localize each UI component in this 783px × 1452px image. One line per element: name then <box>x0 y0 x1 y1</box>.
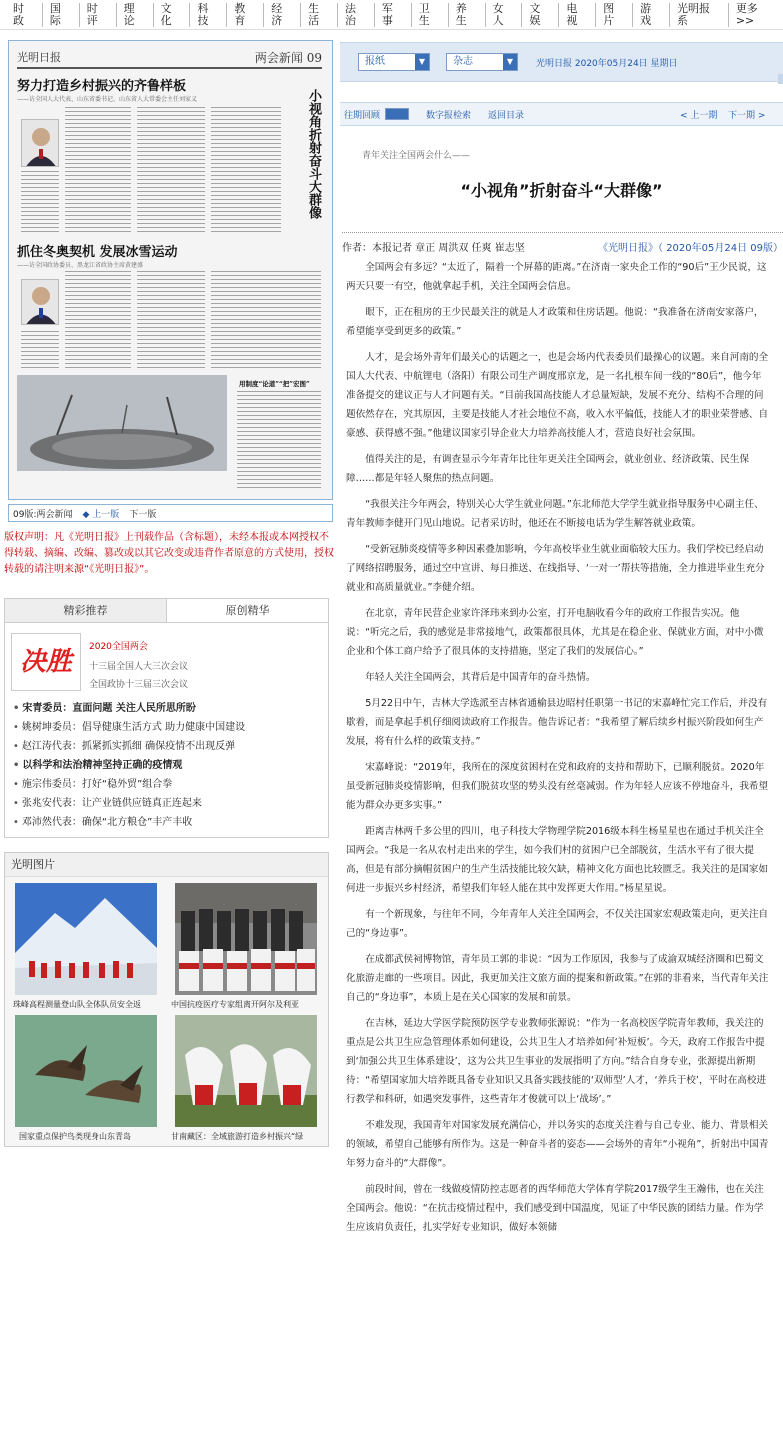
diamond-icon: ◆ <box>82 509 93 520</box>
prev-page-link[interactable]: ◆ 上一版 <box>82 509 120 520</box>
recommend-item[interactable] <box>13 699 325 718</box>
recommend-item-text: 邓沛然代表：确保“北方粮仓”丰产丰收 <box>21 817 193 828</box>
nav-item[interactable]: 经济 <box>264 3 301 27</box>
article-byline <box>342 232 783 254</box>
nav-item[interactable]: 教育 <box>227 3 264 27</box>
page-nav-bar <box>8 504 333 522</box>
copyright-notice: 版权声明：凡《光明日报》上刊载作品（含标题），未经本报或本网授权不得转载、摘编、改编、篡改或以其它改变或违背作者原意的方式使用，授权转载的请注明来源“《光明日报》”。 <box>4 532 334 575</box>
nav-item[interactable]: 理论 <box>117 3 154 27</box>
bullet-icon: • <box>13 760 20 771</box>
recommend-item[interactable] <box>13 737 325 756</box>
article-paragraph: 眼下，正在租房的王少民最关注的就是人才政策和住房话题。他说：“我准备在济南安家落户，希望能享受到更多的政策。” <box>346 307 764 337</box>
selector-bar <box>340 42 783 82</box>
recommend-panel <box>4 598 329 838</box>
recommend-list <box>13 699 325 832</box>
tab-featured[interactable]: 精彩推荐 <box>5 599 167 622</box>
photo-caption[interactable]: 珠峰高程测量登山队全体队员安全返 <box>13 1000 141 1009</box>
nav-item[interactable]: 卫生 <box>412 3 449 27</box>
paper-select[interactable]: 报纸 ▼ <box>358 53 430 71</box>
bullet-icon: • <box>13 703 20 714</box>
chevron-down-icon: ▼ <box>503 54 517 70</box>
article-source[interactable]: 《光明日报》（ 2020年05月24日 09版） <box>598 243 783 254</box>
two-sessions-banner[interactable]: 决胜 <box>11 633 81 691</box>
paper-headline-2[interactable]: 抓住冬奥契机 发展冰雪运动 <box>17 245 178 260</box>
recommend-item-text: 赵江涛代表：抓紧抓实抓细 确保疫情不出现反弹 <box>21 741 236 752</box>
paper-text-block <box>65 107 131 235</box>
photo-everest[interactable] <box>15 883 157 995</box>
paper-headline-3[interactable]: 用制度“论道”“把”宏图” <box>239 380 310 388</box>
article-title: “小视角”折射奋斗“大群像” <box>460 181 663 200</box>
article-paragraph: 值得关注的是，有调查显示今年青年比往年更关注全国两会，就业创业、经济政策、民生保障……都是年轻人聚焦的热点问题。 <box>346 454 749 484</box>
recommend-item[interactable] <box>13 813 325 832</box>
paper-text-block <box>21 331 59 369</box>
nav-item[interactable]: 生活 <box>301 3 338 27</box>
recommend-item-text: 施宗伟委员：打好“稳外贸”组合拳 <box>21 779 173 790</box>
recommend-item[interactable] <box>13 756 325 775</box>
magazine-select[interactable]: 杂志 ▼ <box>446 53 518 71</box>
stadium-photo <box>17 375 227 471</box>
nav-item[interactable]: 图片 <box>596 3 633 27</box>
paper-subhead-2: ——访全国政协委员、黑龙江省政协主席黄建盛 <box>17 262 144 269</box>
article-paragraph: 宋嘉峰说：“2019年，我所在的深度贫困村在党和政府的支持和帮助下，已顺利脱贫。2020年虽受新冠肺炎疫情影响，但我们脱贫攻坚的势头没有丝毫减弱。作为年轻人应该不停地奋斗，我希望能为群众办更多实事。” <box>346 762 769 811</box>
banner-title[interactable]: 2020全国两会 <box>89 642 148 652</box>
nav-item[interactable]: 女人 <box>486 3 523 27</box>
article-kicker: 青年关注全国两会什么—— <box>362 151 471 161</box>
recommend-item-text: 以科学和法治精神坚持正确的疫情观 <box>22 760 183 771</box>
scroll-edge <box>778 74 783 84</box>
nav-item[interactable]: 军事 <box>375 3 412 27</box>
article-paragraph: 不难发现，我国青年对国家发展充满信心，并以务实的态度关注着与自己专业、能力、背景相关的领域，希望自己能够有所作为。这是一种奋斗者的姿态——会场外的青年“小视角”，折射出中国青年努力奋斗的“大群像”。 <box>346 1120 769 1169</box>
chevron-down-icon: ▼ <box>415 54 429 70</box>
bullet-icon: • <box>13 798 19 809</box>
article-paragraph: 有一个新现象，与往年不同，今年青年人关注全国两会，不仅关注国家宏观政策走向，更关注自己的“身边事”。 <box>346 909 769 939</box>
article-paragraph: 距离吉林两千多公里的四川，电子科技大学物理学院2016级本科生杨星星也在通过手机关注全国两会。“我是一名从农村走出来的学生，如今我们村的贫困户已全部脱贫，生活水平有了很大提高，但是有部分摘帽贫困户的生产生活技能比较欠缺，精神文化方面也比较匮乏。我关注的是国家如何进一步振兴乡村经济，希望我们年轻人能在其中发挥更大作用。”杨星星说。 <box>346 826 769 894</box>
photo-panel-header: 光明图片 <box>5 853 328 877</box>
banner-subtitle: 全国政协十三届三次会议 <box>89 680 189 690</box>
photo-caption[interactable]: 甘南藏区：全域旅游打造乡村振兴“绿 <box>171 1132 304 1141</box>
nav-item[interactable]: 文化 <box>154 3 191 27</box>
bullet-icon: • <box>13 779 19 790</box>
photo-caption[interactable]: 国家重点保护鸟类现身山东青岛 <box>19 1132 131 1141</box>
paper-vertical-title[interactable]: 小视角折射奋斗大群像 <box>306 89 321 219</box>
paper-subhead-1: ——访全国人大代表、山东省委书记、山东省人大常委会主任刘家义 <box>17 96 198 103</box>
newspaper-page-preview[interactable] <box>8 40 333 500</box>
photo-panel <box>4 852 329 1147</box>
paper-logo: 光明日报 <box>17 51 61 64</box>
top-navigation <box>0 0 783 30</box>
digital-search-link[interactable]: 数字报检索 <box>426 111 472 121</box>
article-body <box>346 258 770 1244</box>
paper-text-block <box>211 271 321 369</box>
issue-toolbar <box>340 102 783 126</box>
article-paragraph: 人才，是会场外青年们最关心的话题之一，也是会场内代表委员们最操心的议题。来自河南的全国人大代表、中航锂电（洛阳）有限公司生产调度邢京龙，是一名扎根车间一线的“80后”，他今年准备提交的建议正与人才问题有关。“目前我国高技能人才总量短缺，发展不充分、结构不合理的问题依然存在，究其原因，主要是技能人才社会地位不高，收入水平偏低，技能人才的职业荣誉感、自豪感、获得感不强。”他建议国家引导企业大力培养高技能人才，营造良好社会氛围。 <box>346 352 769 439</box>
paper-masthead <box>17 47 322 69</box>
article-paragraph: 前段时间，曾在一线做疫情防控志愿者的西华师范大学体育学院2017级学生王瀚伟，也在关注全国两会。他说：“在抗击疫情过程中，我们感受到中国温度，见证了中华民族的团结力量。作为学生应该肩负责任，扎实学好专业知识，做好本领储 <box>346 1184 764 1233</box>
paper-section: 两会新闻 09 <box>254 51 322 65</box>
nav-item[interactable]: 游戏 <box>633 3 670 27</box>
nav-item[interactable]: 时评 <box>80 3 117 27</box>
banner-subtitle: 十三届全国人大三次会议 <box>89 662 189 672</box>
photo-medical-team[interactable] <box>175 883 317 995</box>
back-issues-link[interactable]: 往期回顾 <box>344 111 381 121</box>
recommend-item-text: 宋青委员：直面问题 关注人民所思所盼 <box>22 703 196 714</box>
next-issue-link[interactable]: 下一期 > <box>728 111 766 121</box>
tab-original[interactable]: 原创精华 <box>225 604 270 617</box>
prev-issue-link[interactable]: < 上一期 <box>680 111 718 121</box>
return-contents-link[interactable]: 返回目录 <box>488 111 525 121</box>
bullet-icon: • <box>13 741 19 752</box>
page-label: 09版:两会新闻 <box>13 509 73 520</box>
paper-text-block <box>211 107 281 235</box>
nav-item[interactable]: 法治 <box>338 3 375 27</box>
article-paragraph: “受新冠肺炎疫情等多种因素叠加影响，今年高校毕业生就业面临较大压力。我们学校已经启动了网络招聘服务，通过空中宣讲、每日推送、在线指导、‘一对一’帮扶等措施，全力推进毕业生充分就业和高质量就业。”李健介绍。 <box>346 544 765 593</box>
recommend-item[interactable] <box>13 794 325 813</box>
photo-tibetan-dance[interactable] <box>175 1015 317 1127</box>
nav-item[interactable]: 科技 <box>190 3 227 27</box>
bullet-icon: • <box>13 817 19 828</box>
recommend-tabs <box>5 599 328 623</box>
article-paragraph: 在成都武侯祠博物馆，青年员工郭的非说：“因为工作原因，我参与了成渝双城经济圈和巴蜀文化旅游走廊的一些项目。因此，我更加关注文旅方面的提案和新政策。”在郭的非看来，当代青年关注自己的“身边事”，本质上是在关心国家的发展和前景。 <box>346 954 769 1003</box>
nav-item[interactable]: 文娱 <box>522 3 559 27</box>
nav-item[interactable]: 电视 <box>559 3 596 27</box>
article-paragraph: 年轻人关注全国两会，其背后是中国青年的奋斗热情。 <box>365 672 596 683</box>
paper-text-block <box>137 107 205 235</box>
right-column <box>340 30 783 1452</box>
issue-date: 光明日报 2020年05月24日 星期日 <box>536 59 678 69</box>
photo-birds[interactable] <box>15 1015 157 1127</box>
article-paragraph: “我很关注今年两会，特别关心大学生就业问题。”东北师范大学学生就业指导服务中心副主任、青年教师李健开门见山地说。记者采访时，他还在不断接电话为学生解答就业政策。 <box>346 499 764 529</box>
bullet-icon: • <box>13 722 19 733</box>
recommend-item[interactable] <box>13 718 325 737</box>
issue-select[interactable] <box>385 108 409 120</box>
article-author: 作者：本报记者 章正 周洪双 任爽 崔志坚 <box>342 243 525 254</box>
article-paragraph: 在吉林，延边大学医学院预防医学专业教师张源说：“作为一名高校医学院青年教师，我关注的重点是公共卫生应急管理体系如何建设，公共卫生人才培养如何‘补短板’。今天，政府工作报告中提到‘加强公共卫生体系建设’，这为公共卫生事业的发展指明了方向。”结合自身专业，张源提出新期待：“希望国家加大培养既具备专业知识又具备实践技能的‘双师型’人才，‘养兵于校’，平时在高校进行教学和科研，如遇突发事件，这些青年才俊就可以上‘战场’。” <box>346 1018 767 1105</box>
paper-text-block <box>65 271 131 369</box>
article-paragraph: 全国两会有多远？“太近了，隔着一个屏幕的距离。”在济南一家央企工作的“90后”王少民说，这两天只要一有空，他就拿起手机，关注全国两会信息。 <box>346 262 767 292</box>
recommend-item-text: 张兆安代表：让产业链供应链真正连起来 <box>21 798 202 809</box>
article-paragraph: 在北京，青年民营企业家许泽玮来到办公室，打开电脑收看今年的政府工作报告实况。他说：“听完之后，我的感觉是非常接地气，政策都很具体，尤其是在稳企业、保就业方面，对中小微企业和个体工商户给予了很具体的支持措施，坚定了我们的发展信心。” <box>346 608 764 657</box>
paper-text-block <box>237 391 321 491</box>
nav-item[interactable]: 光明报系 <box>670 3 729 27</box>
paper-text-block <box>21 171 59 235</box>
portrait-photo <box>21 279 59 325</box>
paper-text-block <box>137 271 205 369</box>
article-paragraph: 5月22日中午，吉林大学选派至吉林省通榆县边昭村任职第一书记的宋嘉峰忙完工作后，并没有歇着，而是拿起手机仔细阅读政府工作报告。他告诉记者：“我希望了解后续乡村振兴阶段如何生产发展，将有什么样的政策支持。” <box>346 698 768 747</box>
recommend-item-text: 姚树坤委员：倡导健康生活方式 助力健康中国建设 <box>21 722 246 733</box>
nav-item[interactable]: 时政 <box>6 3 43 27</box>
paper-headline-1[interactable]: 努力打造乡村振兴的齐鲁样板 <box>17 79 187 94</box>
photo-caption[interactable]: 中国抗疫医疗专家组离开阿尔及利亚 <box>171 1000 299 1009</box>
recommend-item[interactable] <box>13 775 325 794</box>
nav-item[interactable]: 养生 <box>449 3 486 27</box>
nav-item[interactable]: 更多>> <box>735 1 758 27</box>
next-page-link[interactable]: 下一版 <box>129 509 157 520</box>
nav-item[interactable]: 国际 <box>43 3 80 27</box>
portrait-photo <box>21 119 59 167</box>
